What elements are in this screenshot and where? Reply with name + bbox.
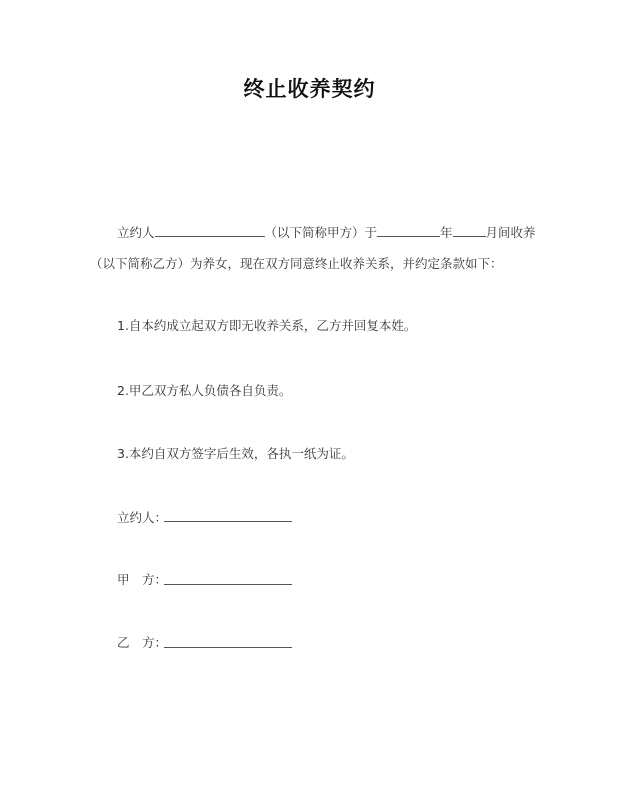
clause-3: 3.本约自双方签字后生效，各执一纸为证。 <box>117 446 354 461</box>
intro-line-2: （以下简称乙方）为养女，现在双方同意终止收养关系，并约定条款如下： <box>90 256 503 271</box>
clause-1: 1.自本约成立起双方即无收养关系，乙方并回复本姓。 <box>117 318 417 333</box>
signature-line-a[interactable] <box>164 584 292 585</box>
clause-2: 2.甲乙双方私人负债各自负责。 <box>117 383 292 398</box>
intro-text-abbrev-a: （以下简称甲方）于 <box>264 225 378 240</box>
signature-line-b[interactable] <box>164 647 292 648</box>
signature-line-party[interactable] <box>164 521 292 522</box>
signature-label-a: 甲 方： <box>117 572 168 587</box>
intro-line-1 <box>117 223 536 241</box>
document-title: 终止收养契约 <box>243 77 376 101</box>
year-blank[interactable] <box>377 223 440 237</box>
signature-label-party: 立约人： <box>117 510 168 525</box>
intro-text-party: 立约人 <box>117 225 155 240</box>
party-name-blank[interactable] <box>155 223 265 237</box>
intro-text-month: 月间收养 <box>485 225 536 240</box>
month-blank[interactable] <box>453 223 486 237</box>
intro-text-year: 年 <box>440 225 453 240</box>
signature-label-b: 乙 方： <box>117 635 168 650</box>
